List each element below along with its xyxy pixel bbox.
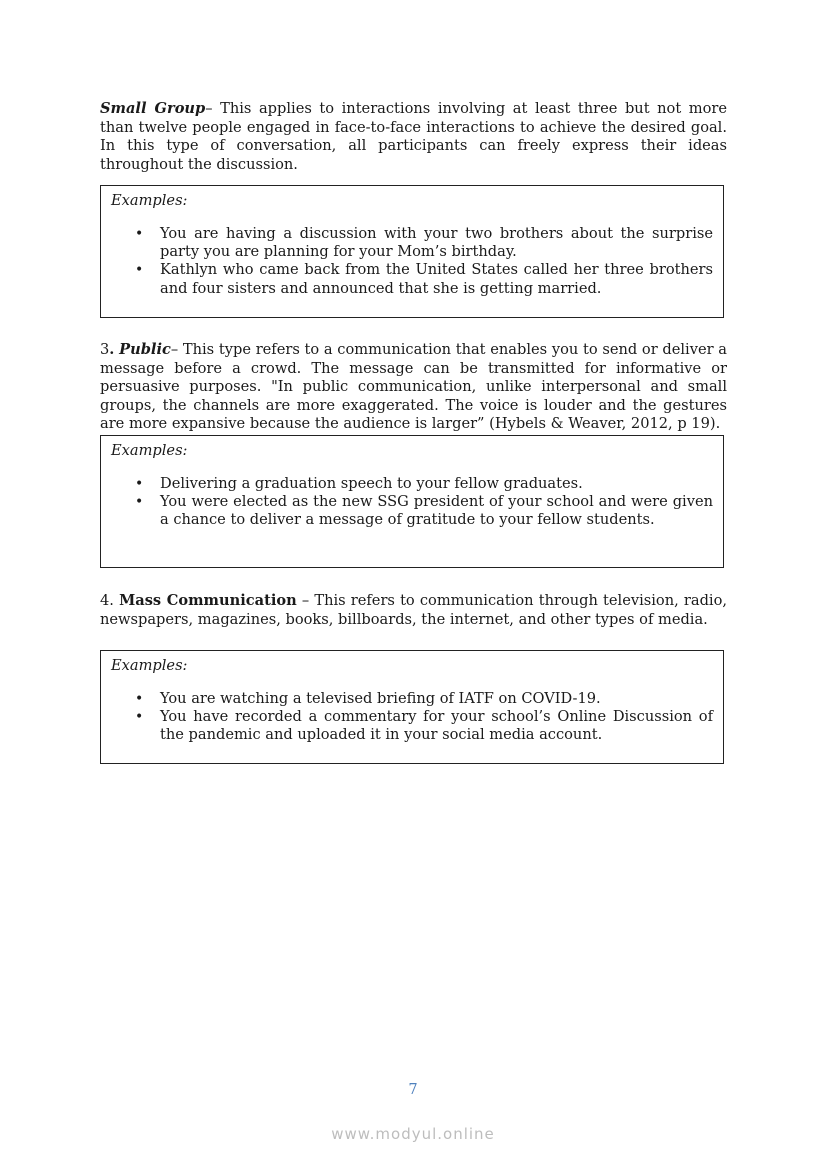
mass-term: Mass Communication <box>119 592 297 609</box>
examples-label: Examples: <box>111 442 188 459</box>
public-text: – This type refers to a communication that enables you to send or deliver a message before a crowd. The message can be transmitted for informative or persuasive purposes. "In public communication, unlike interpersonal and small groups, the channels are more exaggerated. The voice is louder and the gestures are more expansive because the audience is larger” (Hybels & Weaver, 2012, p 19). <box>100 341 728 433</box>
bullet-icon: • <box>135 494 144 510</box>
small-group-text: – This applies to interactions involving at least three but not more than twelve people engaged in face-to-face interactions to achieve the desired goal. In this type of conversation, all participants can freely express their ideas throughout the discussion. <box>100 100 728 173</box>
public-paragraph: 3. Public– This type refers to a communication that enables you to send or deliver a message before a crowd. The message can be transmitted for informative or persuasive purposes. "In public communication, unlike interpersonal and small groups, the channels are more exaggerated. The voice is louder and the gestures are more expansive because the audience is larger” (Hybels & Weaver, 2012, p 19). <box>100 341 728 433</box>
small-group-paragraph <box>100 100 727 174</box>
list-item: • Kathlyn who came back from the United States called her three brothers and four sisters and announced that she is getting married. <box>135 261 713 297</box>
examples-label: Examples: <box>111 192 188 209</box>
mass-communication-paragraph <box>100 592 727 629</box>
mass-text: – This refers to communication through television, radio, newspapers, magazines, books, billboards, the internet, and other types of media. <box>100 592 728 628</box>
mass-examples-box <box>100 650 724 764</box>
examples-list <box>111 225 713 299</box>
list-item: • Delivering a graduation speech to your fellow graduates. <box>135 474 583 492</box>
public-term: Public <box>119 341 171 358</box>
examples-list <box>111 690 713 745</box>
list-item: • You are watching a televised briefing of IATF on COVID-19. <box>135 689 601 707</box>
examples-list <box>111 475 713 530</box>
page-number: 7 <box>408 1081 418 1098</box>
bullet-icon: • <box>135 262 144 279</box>
small-group-term: Small Group <box>100 100 206 117</box>
public-examples-box <box>100 435 724 568</box>
list-item: • You were elected as the new SSG president of your school and were given a chance to deliver a message of gratitude to your fellow students. <box>135 493 713 529</box>
bullet-icon: • <box>135 709 144 725</box>
list-item: • You are having a discussion with your two brothers about the surprise party you are planning for your Mom’s birthday. <box>135 224 713 260</box>
small-group-examples-box <box>100 185 724 318</box>
list-item: • You have recorded a commentary for your school’s Online Discussion of the pandemic and uploaded it in your social media account. <box>135 708 713 744</box>
public-number: 3 <box>100 341 110 358</box>
bullet-icon: • <box>135 690 144 707</box>
examples-label: Examples: <box>111 657 188 674</box>
mass-number: 4. <box>100 592 114 609</box>
bullet-icon: • <box>135 475 144 492</box>
bullet-icon: • <box>135 225 144 242</box>
watermark: www.modyul.online <box>331 1125 495 1143</box>
